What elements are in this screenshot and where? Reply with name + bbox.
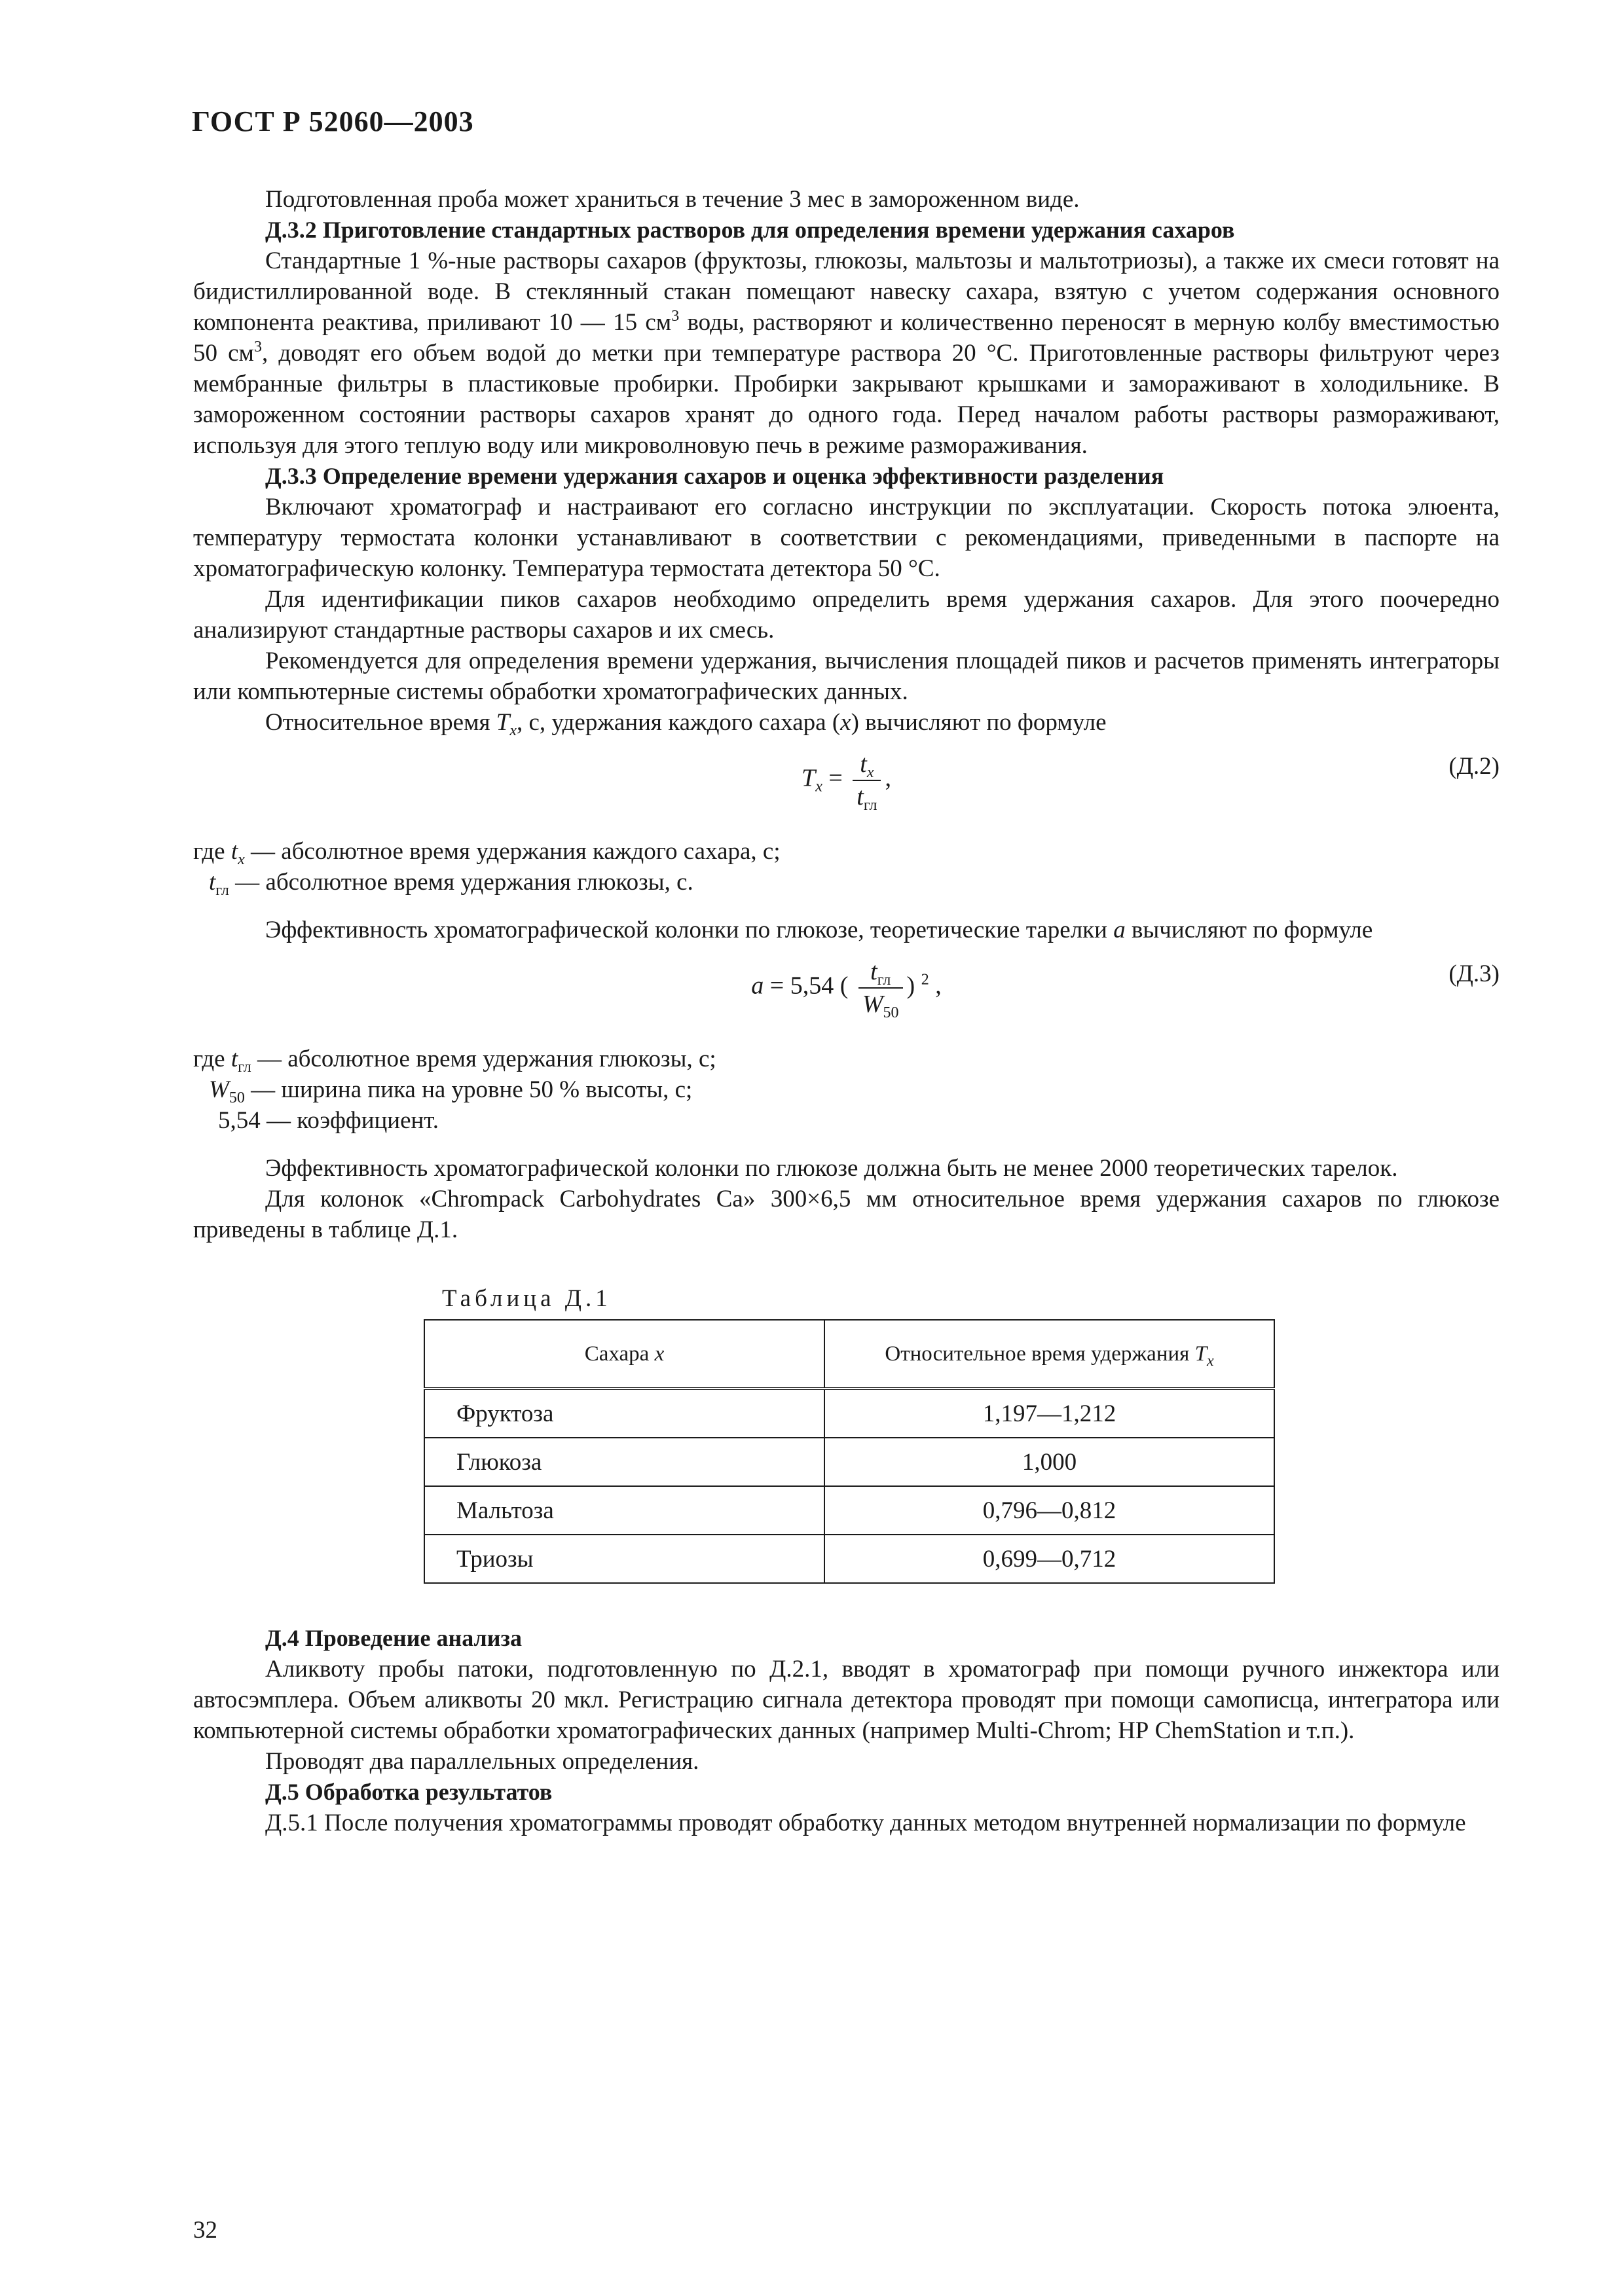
document-header: ГОСТ Р 52060—2003	[192, 105, 474, 137]
table-cell-value: 0,796—0,812	[824, 1486, 1274, 1535]
fraction-d2: $\frac{t_x}{t_{гл}}$	[853, 750, 881, 811]
formula-d3: a = 5,54 ( $\frac{t_{гл}}{W_{50}}$ ) $^2$ , (Д.3)	[751, 958, 1500, 1021]
heading-d32: Д.3.2 Приготовление стандартных растворов для определения времени удержания сахаров	[265, 217, 1235, 243]
paragraph-min-efficiency: Эффективность хроматографической колонки по глюкозе должна быть не менее 2000 теоретических тарелок.	[265, 1155, 1398, 1182]
column-header-relative-time: Относительное время удержания $T_x$	[824, 1320, 1274, 1389]
paragraph-relative-time: Относительное время $T_x$, с, удержания каждого сахара (x) вычисляют по формуле	[265, 709, 1107, 739]
paragraph-efficiency: Эффективность хроматографической колонки по глюкозе, теоретические тарелки a вычисляют по формуле	[265, 917, 1373, 943]
paragraph-integrators: Рекомендуется для определения времени удержания, вычисления площадей пиков и расчетов применять интеграторы или компьютерные системы обработки хроматографических данных.	[193, 647, 1500, 705]
document-page	[193, 105, 1500, 1838]
table-row	[424, 1486, 1274, 1535]
page-number: 32	[193, 2217, 217, 2244]
paragraph-standard-solutions: Стандартные 1 %-ные растворы сахаров (фруктозы, глюкозы, мальтозы и мальтотриозы), а также их смеси готовят на бидистиллированной воде. В стеклянный стакан помещают навеску сахара, взятую с учетом содержания основного компонента реактива, приливают 10 — 15 $см^3$ воды, растворяют и количественно переносят в мерную колбу вместимостью 50 $см^3$, доводят его объем водой до метки при температуре раствора 20 °С. Приготовленные растворы фильтруют через мембранные фильтры в пластиковые пробирки. Пробирки закрывают крышками и замораживают в холодильнике. В замороженном состоянии растворы сахаров хранят до одного года. Перед началом работы растворы размораживают, используя для этого теплую воду или микроволновую печь в режиме размораживания.	[193, 247, 1500, 459]
paragraph-analysis: Аликвоту пробы патоки, подготовленную по Д.2.1, вводят в хроматограф при помощи ручного инжектора или автосэмплера. Объем аликвоты 20 мкл. Регистрацию сигнала детектора проводят при помощи самописца, интегратора или компьютерной системы обработки хроматографических данных (например Multi-Chrom; НР ChemStation и т.п.).	[193, 1656, 1500, 1744]
heading-d5: Д.5 Обработка результатов	[265, 1779, 553, 1805]
table-caption: Таблица Д.1	[442, 1285, 612, 1312]
table-cell-value: 0,699—0,712	[824, 1535, 1274, 1583]
equation-number-d3: (Д.3)	[1448, 960, 1500, 987]
fraction-d3: $\frac{t_{гл}}{W_{50}}$	[858, 957, 903, 1019]
table-row	[424, 1438, 1274, 1486]
heading-d4: Д.4 Проведение анализа	[265, 1625, 522, 1651]
table-row	[424, 1535, 1274, 1583]
table-cell-sugar: Фруктоза	[424, 1389, 824, 1438]
table-cell-sugar: Триозы	[424, 1535, 824, 1583]
table-cell-value: 1,197—1,212	[824, 1389, 1274, 1438]
table-header-row	[424, 1320, 1274, 1389]
formula-d2: $T_x$ = $\frac{t_x}{t_{гл}}$ , (Д.2)	[802, 750, 1500, 814]
paragraph-d51: Д.5.1 После получения хроматограммы проводят обработку данных методом внутренней нормализации по формуле	[265, 1810, 1466, 1836]
heading-d33: Д.3.3 Определение времени удержания сахаров и оценка эффективности разделения	[265, 463, 1164, 489]
retention-table	[424, 1319, 1275, 1584]
equation-number-d2: (Д.2)	[1448, 753, 1500, 780]
table-cell-sugar: Глюкоза	[424, 1438, 824, 1486]
column-header-sugar: Сахара x	[424, 1320, 824, 1389]
table-row	[424, 1389, 1274, 1438]
paragraph-storage: Подготовленная проба может храниться в течение 3 мес в замороженном виде.	[265, 186, 1080, 213]
paragraph-columns: Для колонок «Chrompack Carbohydrates Са» 300×6,5 мм относительное время удержания сахаров по глюкозе приведены в таблице Д.1.	[193, 1186, 1500, 1243]
paragraph-chromatograph-setup: Включают хроматограф и настраивают его согласно инструкции по эксплуатации. Скорость потока элюента, температуру термостата колонки устанавливают в соответствии с рекомендациями, приведенными в паспорте на хроматографическую колонку. Температура термостата детектора 50 °С.	[193, 494, 1500, 582]
table-cell-value: 1,000	[824, 1438, 1274, 1486]
legend-d2: где $t_x$ — абсолютное время удержания каждого сахара, с; $t_{гл}$ — абсолютное время удержания глюкозы, с.	[193, 838, 781, 899]
table-cell-sugar: Мальтоза	[424, 1486, 824, 1535]
paragraph-parallel: Проводят два параллельных определения.	[265, 1748, 699, 1775]
legend-d3: где $t_{гл}$ — абсолютное время удержания глюкозы, с; $W_{50}$ — ширина пика на уровне 50 % высоты, с; 5,54 — коэффициент.	[193, 1046, 716, 1134]
paragraph-peak-identification: Для идентификации пиков сахаров необходимо определить время удержания сахаров. Для этого поочередно анализируют стандартные растворы сахаров и их смесь.	[193, 586, 1500, 644]
